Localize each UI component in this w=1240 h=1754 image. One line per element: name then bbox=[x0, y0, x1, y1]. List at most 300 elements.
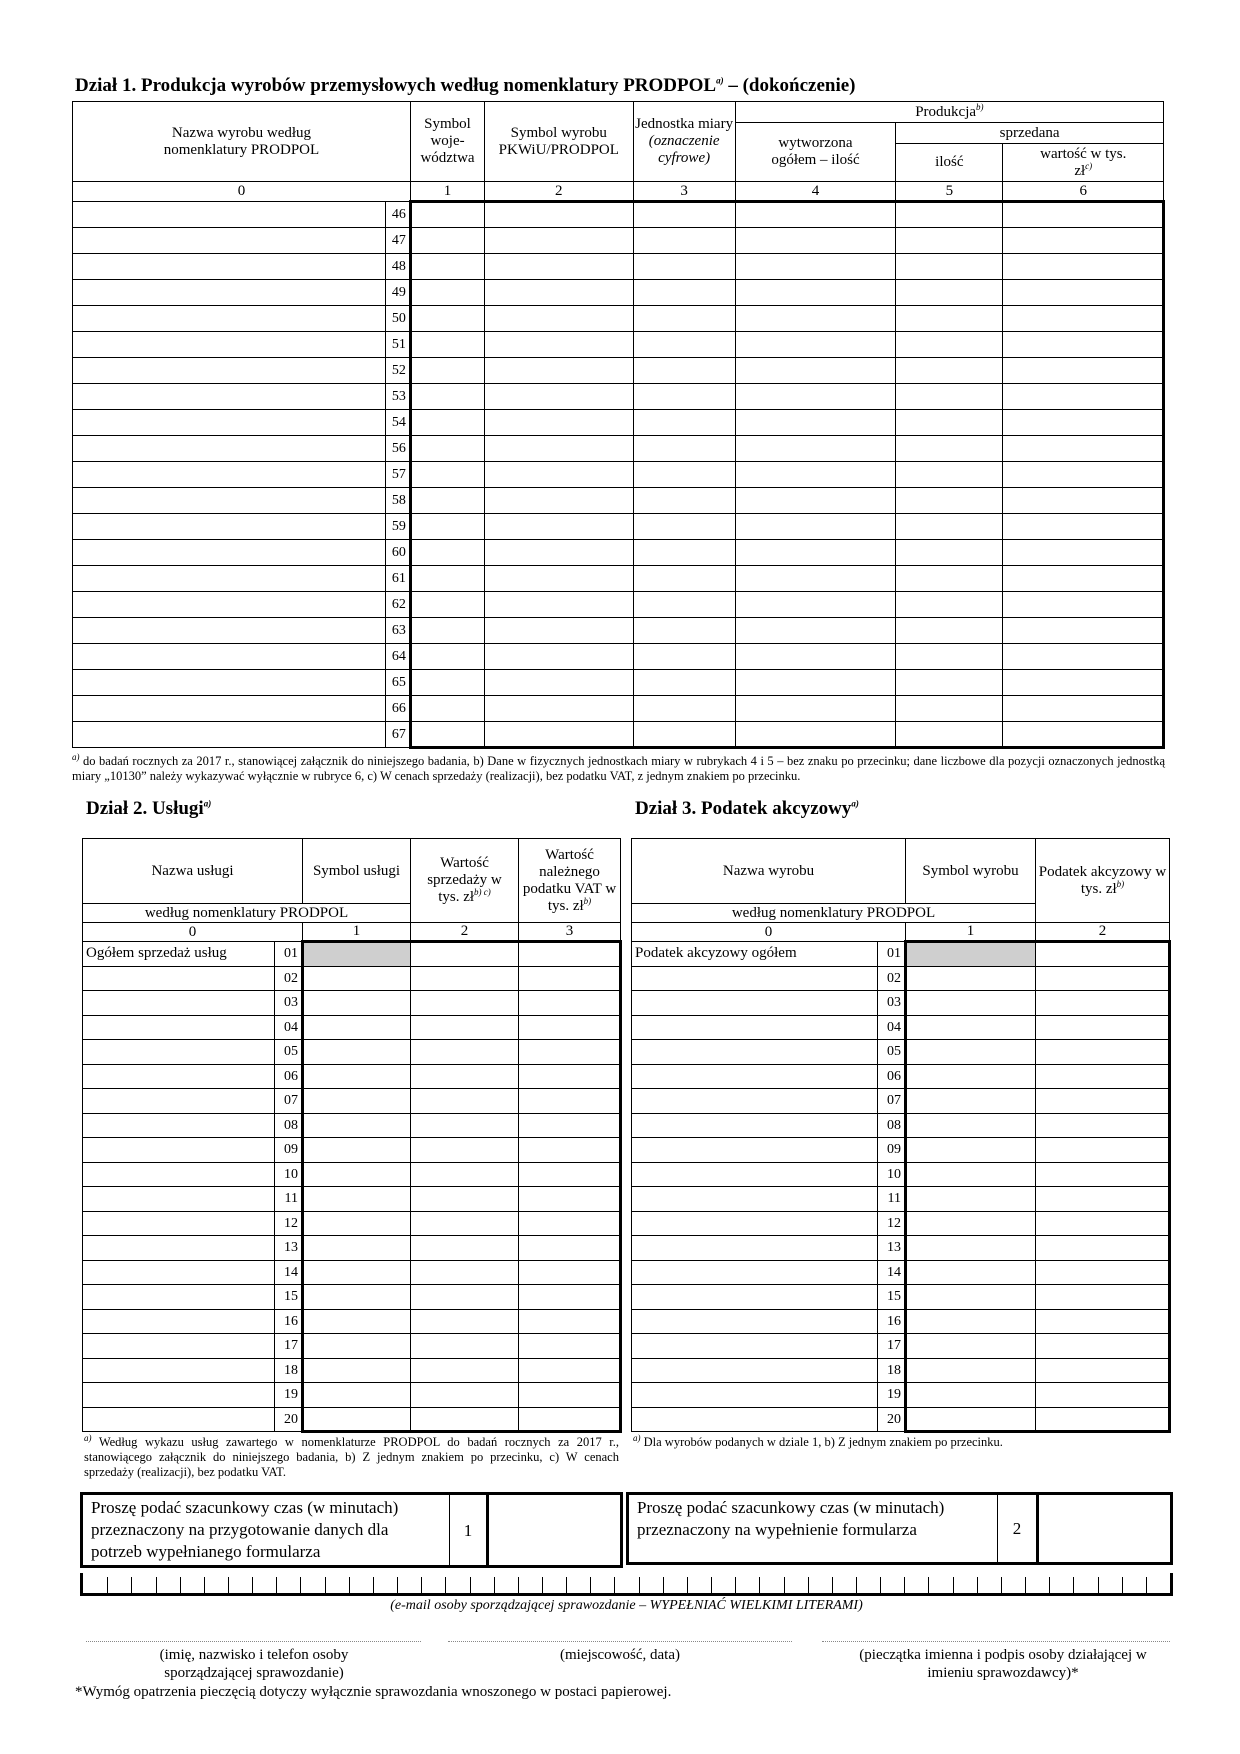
product-symbol-cell[interactable] bbox=[485, 540, 633, 566]
value-cell[interactable] bbox=[1036, 942, 1170, 967]
sold-qty-cell[interactable] bbox=[896, 514, 1003, 540]
product-name-cell[interactable] bbox=[73, 462, 386, 488]
total-label: Ogółem sprzedaż usług bbox=[83, 942, 275, 967]
sold-qty-cell[interactable] bbox=[896, 436, 1003, 462]
product-name-cell[interactable] bbox=[73, 202, 386, 228]
value-cell[interactable] bbox=[411, 1285, 519, 1310]
name-cell[interactable] bbox=[83, 1334, 275, 1359]
table-row bbox=[73, 696, 1164, 722]
symbol-cell[interactable] bbox=[906, 1064, 1036, 1089]
symbol-cell[interactable] bbox=[303, 1407, 411, 1432]
product-name-cell[interactable] bbox=[73, 696, 386, 722]
value-cell[interactable] bbox=[519, 1138, 621, 1163]
symbol-cell[interactable] bbox=[906, 1236, 1036, 1261]
value-cell[interactable] bbox=[1036, 1236, 1170, 1261]
voivodeship-cell[interactable] bbox=[410, 488, 484, 514]
made-qty-cell[interactable] bbox=[735, 306, 895, 332]
value-cell[interactable] bbox=[519, 1162, 621, 1187]
sold-qty-cell[interactable] bbox=[896, 488, 1003, 514]
stamp-signature-line[interactable] bbox=[822, 1641, 1170, 1642]
symbol-cell[interactable] bbox=[303, 1113, 411, 1138]
value-cell[interactable] bbox=[411, 1187, 519, 1212]
product-name-cell[interactable] bbox=[73, 228, 386, 254]
value-cell[interactable] bbox=[411, 1138, 519, 1163]
place-date-line[interactable] bbox=[448, 1641, 792, 1642]
symbol-cell[interactable] bbox=[303, 1285, 411, 1310]
product-name-cell[interactable] bbox=[73, 566, 386, 592]
value-cell[interactable] bbox=[411, 1015, 519, 1040]
symbol-cell[interactable] bbox=[303, 1309, 411, 1334]
sold-value-cell[interactable] bbox=[1003, 306, 1164, 332]
sold-qty-cell[interactable] bbox=[896, 540, 1003, 566]
unit-cell[interactable] bbox=[633, 592, 735, 618]
voivodeship-cell[interactable] bbox=[410, 306, 484, 332]
voivodeship-cell[interactable] bbox=[410, 566, 484, 592]
voivodeship-cell[interactable] bbox=[410, 280, 484, 306]
product-symbol-cell[interactable] bbox=[485, 696, 633, 722]
value-cell[interactable] bbox=[411, 1407, 519, 1432]
name-cell[interactable] bbox=[632, 1138, 878, 1163]
name-cell[interactable] bbox=[83, 1089, 275, 1114]
product-symbol-cell[interactable] bbox=[485, 306, 633, 332]
sold-qty-cell[interactable] bbox=[896, 618, 1003, 644]
value-cell[interactable] bbox=[519, 1334, 621, 1359]
name-cell[interactable] bbox=[83, 991, 275, 1016]
unit-cell[interactable] bbox=[633, 306, 735, 332]
value-cell[interactable] bbox=[519, 1089, 621, 1114]
sold-qty-cell[interactable] bbox=[896, 254, 1003, 280]
name-cell[interactable] bbox=[83, 1260, 275, 1285]
symbol-cell[interactable] bbox=[906, 1383, 1036, 1408]
value-cell[interactable] bbox=[411, 1211, 519, 1236]
product-symbol-cell[interactable] bbox=[485, 384, 633, 410]
symbol-cell[interactable] bbox=[303, 1334, 411, 1359]
unit-cell[interactable] bbox=[633, 644, 735, 670]
sold-value-cell[interactable] bbox=[1003, 254, 1164, 280]
made-qty-cell[interactable] bbox=[735, 332, 895, 358]
name-cell[interactable] bbox=[83, 1113, 275, 1138]
sold-value-cell[interactable] bbox=[1003, 618, 1164, 644]
table-row bbox=[632, 1089, 1170, 1114]
made-qty-cell[interactable] bbox=[735, 566, 895, 592]
made-qty-cell[interactable] bbox=[735, 358, 895, 384]
product-symbol-cell[interactable] bbox=[485, 488, 633, 514]
value-cell[interactable] bbox=[1036, 1015, 1170, 1040]
value-cell[interactable] bbox=[519, 1407, 621, 1432]
sold-qty-cell[interactable] bbox=[896, 280, 1003, 306]
name-cell[interactable] bbox=[632, 1407, 878, 1432]
symbol-cell[interactable] bbox=[303, 1064, 411, 1089]
made-qty-cell[interactable] bbox=[735, 462, 895, 488]
unit-cell[interactable] bbox=[633, 202, 735, 228]
sold-value-cell[interactable] bbox=[1003, 670, 1164, 696]
symbol-cell[interactable] bbox=[906, 1138, 1036, 1163]
sold-qty-cell[interactable] bbox=[896, 332, 1003, 358]
voivodeship-cell[interactable] bbox=[410, 722, 484, 748]
name-cell[interactable] bbox=[632, 1040, 878, 1065]
product-symbol-cell[interactable] bbox=[485, 722, 633, 748]
name-cell[interactable] bbox=[83, 1040, 275, 1065]
value-cell[interactable] bbox=[411, 942, 519, 967]
sold-qty-cell[interactable] bbox=[896, 670, 1003, 696]
symbol-cell[interactable] bbox=[303, 1138, 411, 1163]
made-qty-cell[interactable] bbox=[735, 488, 895, 514]
product-name-cell[interactable] bbox=[73, 540, 386, 566]
made-qty-cell[interactable] bbox=[735, 592, 895, 618]
sold-value-cell[interactable] bbox=[1003, 722, 1164, 748]
value-cell[interactable] bbox=[1036, 991, 1170, 1016]
product-name-cell[interactable] bbox=[73, 644, 386, 670]
product-symbol-cell[interactable] bbox=[485, 410, 633, 436]
voivodeship-cell[interactable] bbox=[410, 332, 484, 358]
value-cell[interactable] bbox=[1036, 1138, 1170, 1163]
product-symbol-cell[interactable] bbox=[485, 462, 633, 488]
name-cell[interactable] bbox=[632, 991, 878, 1016]
symbol-cell[interactable] bbox=[303, 1260, 411, 1285]
unit-cell[interactable] bbox=[633, 384, 735, 410]
unit-cell[interactable] bbox=[633, 436, 735, 462]
sold-value-cell[interactable] bbox=[1003, 566, 1164, 592]
value-cell[interactable] bbox=[411, 966, 519, 991]
name-cell[interactable] bbox=[632, 1309, 878, 1334]
product-symbol-cell[interactable] bbox=[485, 228, 633, 254]
sold-value-cell[interactable] bbox=[1003, 202, 1164, 228]
sold-value-cell[interactable] bbox=[1003, 592, 1164, 618]
value-cell[interactable] bbox=[1036, 1089, 1170, 1114]
table-row bbox=[632, 1334, 1170, 1359]
sold-qty-cell[interactable] bbox=[896, 358, 1003, 384]
voivodeship-cell[interactable] bbox=[410, 462, 484, 488]
unit-cell[interactable] bbox=[633, 228, 735, 254]
name-cell[interactable] bbox=[632, 1358, 878, 1383]
product-name-cell[interactable] bbox=[73, 722, 386, 748]
voivodeship-cell[interactable] bbox=[410, 618, 484, 644]
symbol-cell[interactable] bbox=[303, 991, 411, 1016]
sold-value-cell[interactable] bbox=[1003, 514, 1164, 540]
sold-qty-cell[interactable] bbox=[896, 566, 1003, 592]
email-input[interactable] bbox=[80, 1573, 1173, 1596]
symbol-cell[interactable] bbox=[303, 1162, 411, 1187]
unit-cell[interactable] bbox=[633, 462, 735, 488]
name-cell[interactable] bbox=[632, 966, 878, 991]
made-qty-cell[interactable] bbox=[735, 436, 895, 462]
voivodeship-cell[interactable] bbox=[410, 670, 484, 696]
product-symbol-cell[interactable] bbox=[485, 592, 633, 618]
name-cell[interactable] bbox=[83, 1309, 275, 1334]
sold-value-cell[interactable] bbox=[1003, 410, 1164, 436]
product-symbol-cell[interactable] bbox=[485, 566, 633, 592]
value-cell[interactable] bbox=[1036, 1407, 1170, 1432]
voivodeship-cell[interactable] bbox=[410, 254, 484, 280]
product-name-cell[interactable] bbox=[73, 332, 386, 358]
name-cell[interactable] bbox=[83, 1211, 275, 1236]
unit-cell[interactable] bbox=[633, 618, 735, 644]
product-name-cell[interactable] bbox=[73, 514, 386, 540]
name-cell[interactable] bbox=[632, 1064, 878, 1089]
fill-time-number: 2 bbox=[998, 1494, 1038, 1564]
sold-value-cell[interactable] bbox=[1003, 462, 1164, 488]
symbol-cell[interactable] bbox=[303, 1015, 411, 1040]
name-cell[interactable] bbox=[632, 1113, 878, 1138]
name-cell[interactable] bbox=[632, 1089, 878, 1114]
sold-qty-cell[interactable] bbox=[896, 592, 1003, 618]
value-cell[interactable] bbox=[519, 991, 621, 1016]
unit-cell[interactable] bbox=[633, 488, 735, 514]
symbol-cell[interactable] bbox=[906, 966, 1036, 991]
voivodeship-cell[interactable] bbox=[410, 644, 484, 670]
value-cell[interactable] bbox=[1036, 1064, 1170, 1089]
value-cell[interactable] bbox=[519, 1236, 621, 1261]
name-cell[interactable] bbox=[83, 966, 275, 991]
value-cell[interactable] bbox=[411, 1089, 519, 1114]
symbol-cell[interactable] bbox=[303, 1089, 411, 1114]
name-cell[interactable] bbox=[83, 1358, 275, 1383]
product-name-cell[interactable] bbox=[73, 280, 386, 306]
sold-qty-cell[interactable] bbox=[896, 696, 1003, 722]
value-cell[interactable] bbox=[519, 966, 621, 991]
sold-qty-cell[interactable] bbox=[896, 384, 1003, 410]
symbol-cell[interactable] bbox=[303, 1211, 411, 1236]
name-cell[interactable] bbox=[632, 1260, 878, 1285]
value-cell[interactable] bbox=[519, 1211, 621, 1236]
made-qty-cell[interactable] bbox=[735, 514, 895, 540]
product-name-cell[interactable] bbox=[73, 306, 386, 332]
product-symbol-cell[interactable] bbox=[485, 436, 633, 462]
voivodeship-cell[interactable] bbox=[410, 696, 484, 722]
sold-qty-cell[interactable] bbox=[896, 410, 1003, 436]
person-signature-line[interactable] bbox=[86, 1641, 421, 1642]
product-name-cell[interactable] bbox=[73, 358, 386, 384]
sold-value-cell[interactable] bbox=[1003, 358, 1164, 384]
unit-cell[interactable] bbox=[633, 280, 735, 306]
name-cell[interactable] bbox=[83, 1015, 275, 1040]
unit-cell[interactable] bbox=[633, 358, 735, 384]
product-name-cell[interactable] bbox=[73, 670, 386, 696]
name-cell[interactable] bbox=[632, 1334, 878, 1359]
sold-qty-cell[interactable] bbox=[896, 306, 1003, 332]
symbol-cell[interactable] bbox=[303, 1236, 411, 1261]
name-cell[interactable] bbox=[83, 1407, 275, 1432]
symbol-cell[interactable] bbox=[303, 966, 411, 991]
value-cell[interactable] bbox=[1036, 1383, 1170, 1408]
value-cell[interactable] bbox=[519, 1358, 621, 1383]
symbol-cell[interactable] bbox=[906, 1089, 1036, 1114]
product-symbol-cell[interactable] bbox=[485, 644, 633, 670]
value-cell[interactable] bbox=[519, 1113, 621, 1138]
name-cell[interactable] bbox=[83, 1064, 275, 1089]
unit-cell[interactable] bbox=[633, 670, 735, 696]
name-cell[interactable] bbox=[632, 1015, 878, 1040]
symbol-cell[interactable] bbox=[906, 1211, 1036, 1236]
symbol-cell[interactable] bbox=[303, 1040, 411, 1065]
value-cell[interactable] bbox=[519, 942, 621, 967]
made-qty-cell[interactable] bbox=[735, 644, 895, 670]
symbol-cell[interactable] bbox=[906, 1285, 1036, 1310]
value-cell[interactable] bbox=[519, 1040, 621, 1065]
unit-cell[interactable] bbox=[633, 254, 735, 280]
value-cell[interactable] bbox=[519, 1187, 621, 1212]
made-qty-cell[interactable] bbox=[735, 410, 895, 436]
sold-value-cell[interactable] bbox=[1003, 280, 1164, 306]
value-cell[interactable] bbox=[411, 1064, 519, 1089]
voivodeship-cell[interactable] bbox=[410, 410, 484, 436]
fill-time-input[interactable] bbox=[1038, 1494, 1172, 1564]
sold-value-cell[interactable] bbox=[1003, 540, 1164, 566]
value-cell[interactable] bbox=[1036, 1285, 1170, 1310]
value-cell[interactable] bbox=[411, 1260, 519, 1285]
name-cell[interactable] bbox=[632, 1162, 878, 1187]
voivodeship-cell[interactable] bbox=[410, 540, 484, 566]
row-number: 16 bbox=[878, 1309, 906, 1334]
symbol-cell[interactable] bbox=[906, 1113, 1036, 1138]
symbol-cell[interactable] bbox=[906, 1407, 1036, 1432]
voivodeship-cell[interactable] bbox=[410, 592, 484, 618]
product-symbol-cell[interactable] bbox=[485, 618, 633, 644]
value-cell[interactable] bbox=[1036, 1334, 1170, 1359]
value-cell[interactable] bbox=[519, 1285, 621, 1310]
symbol-cell[interactable] bbox=[303, 1187, 411, 1212]
sold-value-cell[interactable] bbox=[1003, 644, 1164, 670]
symbol-cell[interactable] bbox=[303, 1383, 411, 1408]
product-name-cell[interactable] bbox=[73, 488, 386, 514]
voivodeship-cell[interactable] bbox=[410, 228, 484, 254]
symbol-cell[interactable] bbox=[906, 1015, 1036, 1040]
unit-cell[interactable] bbox=[633, 514, 735, 540]
product-name-cell[interactable] bbox=[73, 254, 386, 280]
product-symbol-cell[interactable] bbox=[485, 332, 633, 358]
product-name-cell[interactable] bbox=[73, 436, 386, 462]
value-cell[interactable] bbox=[1036, 1309, 1170, 1334]
product-symbol-cell[interactable] bbox=[485, 280, 633, 306]
sold-qty-cell[interactable] bbox=[896, 722, 1003, 748]
product-symbol-cell[interactable] bbox=[485, 514, 633, 540]
name-cell[interactable] bbox=[632, 1211, 878, 1236]
made-qty-cell[interactable] bbox=[735, 618, 895, 644]
symbol-cell[interactable] bbox=[906, 1162, 1036, 1187]
name-cell[interactable] bbox=[632, 1187, 878, 1212]
prep-time-box bbox=[80, 1492, 623, 1568]
unit-cell[interactable] bbox=[633, 332, 735, 358]
sold-value-cell[interactable] bbox=[1003, 488, 1164, 514]
sold-value-cell[interactable] bbox=[1003, 332, 1164, 358]
value-cell[interactable] bbox=[519, 1383, 621, 1408]
value-cell[interactable] bbox=[411, 1162, 519, 1187]
sold-qty-cell[interactable] bbox=[896, 644, 1003, 670]
sold-qty-cell[interactable] bbox=[896, 462, 1003, 488]
value-cell[interactable] bbox=[519, 1015, 621, 1040]
unit-cell[interactable] bbox=[633, 696, 735, 722]
product-name-cell[interactable] bbox=[73, 592, 386, 618]
made-qty-cell[interactable] bbox=[735, 254, 895, 280]
made-qty-cell[interactable] bbox=[735, 280, 895, 306]
name-cell[interactable] bbox=[632, 1285, 878, 1310]
name-cell[interactable] bbox=[632, 1383, 878, 1408]
row-number: 65 bbox=[385, 670, 410, 696]
product-name-cell[interactable] bbox=[73, 384, 386, 410]
voivodeship-cell[interactable] bbox=[410, 514, 484, 540]
value-cell[interactable] bbox=[411, 991, 519, 1016]
symbol-cell[interactable] bbox=[906, 1358, 1036, 1383]
voivodeship-cell[interactable] bbox=[410, 202, 484, 228]
symbol-cell[interactable] bbox=[906, 1260, 1036, 1285]
sold-qty-cell[interactable] bbox=[896, 228, 1003, 254]
value-cell[interactable] bbox=[1036, 1187, 1170, 1212]
made-qty-cell[interactable] bbox=[735, 696, 895, 722]
unit-cell[interactable] bbox=[633, 540, 735, 566]
value-cell[interactable] bbox=[1036, 1162, 1170, 1187]
symbol-cell[interactable] bbox=[906, 1334, 1036, 1359]
row-number: 09 bbox=[275, 1138, 303, 1163]
made-qty-cell[interactable] bbox=[735, 202, 895, 228]
value-cell[interactable] bbox=[411, 1358, 519, 1383]
symbol-cell[interactable] bbox=[303, 1358, 411, 1383]
sold-value-cell[interactable] bbox=[1003, 436, 1164, 462]
sold-qty-cell[interactable] bbox=[896, 202, 1003, 228]
value-cell[interactable] bbox=[411, 1113, 519, 1138]
name-cell[interactable] bbox=[83, 1162, 275, 1187]
voivodeship-cell[interactable] bbox=[410, 384, 484, 410]
unit-cell[interactable] bbox=[633, 722, 735, 748]
name-cell[interactable] bbox=[83, 1285, 275, 1310]
sold-value-cell[interactable] bbox=[1003, 696, 1164, 722]
symbol-cell[interactable] bbox=[906, 1040, 1036, 1065]
value-cell[interactable] bbox=[1036, 1260, 1170, 1285]
name-cell[interactable] bbox=[83, 1138, 275, 1163]
product-symbol-cell[interactable] bbox=[485, 254, 633, 280]
value-cell[interactable] bbox=[411, 1383, 519, 1408]
name-cell[interactable] bbox=[632, 1236, 878, 1261]
product-name-cell[interactable] bbox=[73, 618, 386, 644]
value-cell[interactable] bbox=[411, 1309, 519, 1334]
symbol-cell[interactable] bbox=[906, 1309, 1036, 1334]
value-cell[interactable] bbox=[411, 1236, 519, 1261]
product-symbol-cell[interactable] bbox=[485, 358, 633, 384]
made-qty-cell[interactable] bbox=[735, 722, 895, 748]
product-symbol-cell[interactable] bbox=[485, 670, 633, 696]
prep-time-input[interactable] bbox=[488, 1494, 622, 1567]
value-cell[interactable] bbox=[519, 1309, 621, 1334]
table-row bbox=[632, 1015, 1170, 1040]
value-cell[interactable] bbox=[1036, 966, 1170, 991]
name-cell[interactable] bbox=[83, 1187, 275, 1212]
value-cell[interactable] bbox=[519, 1260, 621, 1285]
product-name-cell[interactable] bbox=[73, 410, 386, 436]
product-symbol-cell[interactable] bbox=[485, 202, 633, 228]
unit-cell[interactable] bbox=[633, 410, 735, 436]
value-cell[interactable] bbox=[1036, 1040, 1170, 1065]
place-date-caption: (miejscowość, data) bbox=[560, 1647, 680, 1663]
sold-value-cell[interactable] bbox=[1003, 384, 1164, 410]
value-cell[interactable] bbox=[411, 1040, 519, 1065]
name-cell[interactable] bbox=[83, 1383, 275, 1408]
made-qty-cell[interactable] bbox=[735, 670, 895, 696]
voivodeship-cell[interactable] bbox=[410, 436, 484, 462]
value-cell[interactable] bbox=[1036, 1113, 1170, 1138]
value-cell[interactable] bbox=[411, 1334, 519, 1359]
value-cell[interactable] bbox=[519, 1064, 621, 1089]
made-qty-cell[interactable] bbox=[735, 540, 895, 566]
made-qty-cell[interactable] bbox=[735, 384, 895, 410]
value-cell[interactable] bbox=[1036, 1211, 1170, 1236]
sold-value-cell[interactable] bbox=[1003, 228, 1164, 254]
value-cell[interactable] bbox=[1036, 1358, 1170, 1383]
symbol-cell[interactable] bbox=[906, 1187, 1036, 1212]
made-qty-cell[interactable] bbox=[735, 228, 895, 254]
name-cell[interactable] bbox=[83, 1236, 275, 1261]
symbol-cell[interactable] bbox=[906, 991, 1036, 1016]
voivodeship-cell[interactable] bbox=[410, 358, 484, 384]
unit-cell[interactable] bbox=[633, 566, 735, 592]
